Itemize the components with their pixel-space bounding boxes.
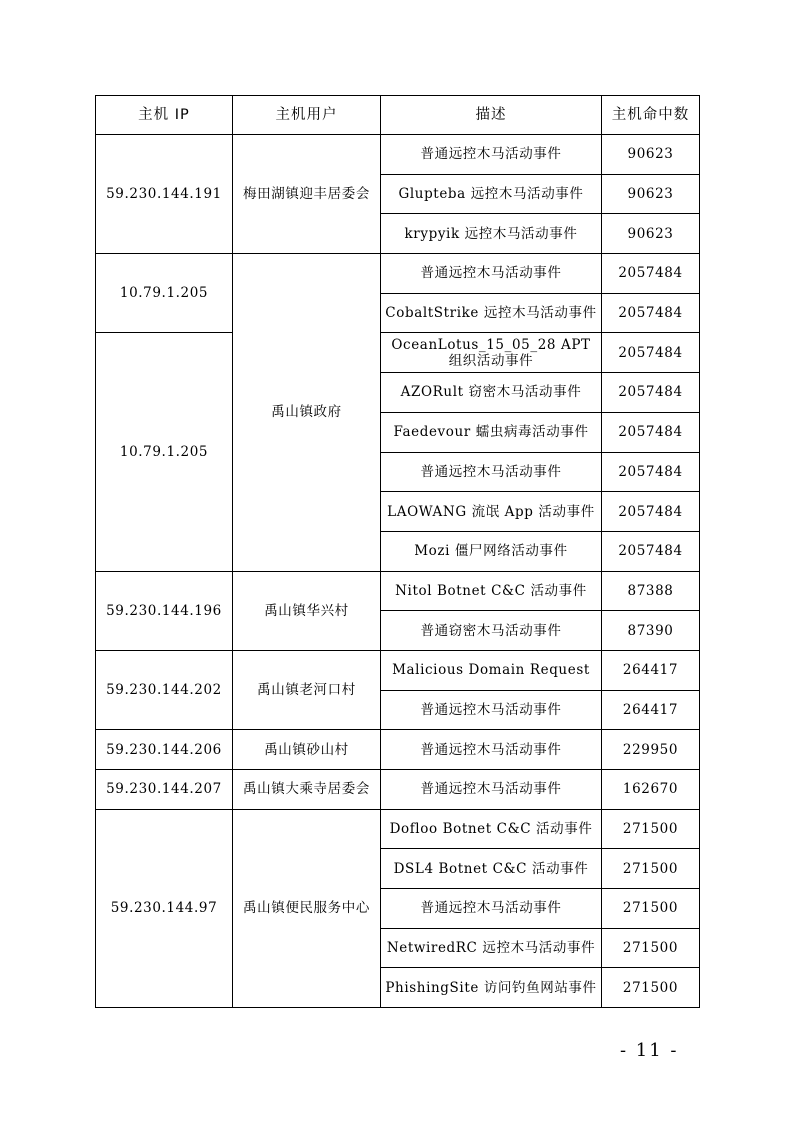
description-cell: 普通远控木马活动事件 — [381, 730, 602, 770]
description-cell: krypyik 远控木马活动事件 — [381, 214, 602, 254]
table-row — [96, 650, 700, 690]
hit-count-cell: 229950 — [602, 730, 700, 770]
description-cell: Dofloo Botnet C&C 活动事件 — [381, 809, 602, 849]
description-cell: PhishingSite 访问钓鱼网站事件 — [381, 968, 602, 1008]
description-cell: 普通远控木马活动事件 — [381, 254, 602, 294]
description-cell: 普通远控木马活动事件 — [381, 889, 602, 929]
description-cell: Malicious Domain Request — [381, 650, 602, 690]
host-threat-table — [95, 95, 700, 1008]
host-ip-cell: 10.79.1.205 — [96, 254, 233, 333]
description-cell: OceanLotus_15_05_28 APT 组织活动事件 — [381, 333, 602, 373]
host-user-cell: 禹山镇老河口村 — [233, 650, 381, 729]
header-host-user: 主机用户 — [233, 96, 381, 135]
description-cell: DSL4 Botnet C&C 活动事件 — [381, 849, 602, 889]
hit-count-cell: 2057484 — [602, 254, 700, 294]
hit-count-cell: 2057484 — [602, 412, 700, 452]
hit-count-cell: 2057484 — [602, 492, 700, 532]
table-row — [96, 333, 700, 373]
description-cell: 普通远控木马活动事件 — [381, 452, 602, 492]
host-ip-cell: 59.230.144.196 — [96, 571, 233, 650]
host-user-cell: 禹山镇大乘寺居委会 — [233, 770, 381, 810]
host-ip-cell: 59.230.144.207 — [96, 770, 233, 810]
hit-count-cell: 264417 — [602, 690, 700, 730]
table-row — [96, 809, 700, 849]
table-row — [96, 770, 700, 810]
hit-count-cell: 271500 — [602, 928, 700, 968]
description-cell: 普通远控木马活动事件 — [381, 690, 602, 730]
hit-count-cell: 2057484 — [602, 373, 700, 413]
hit-count-cell: 264417 — [602, 650, 700, 690]
header-description: 描述 — [381, 96, 602, 135]
hit-count-cell: 2057484 — [602, 452, 700, 492]
host-user-cell: 禹山镇政府 — [233, 254, 381, 572]
header-host-ip: 主机 IP — [96, 96, 233, 135]
host-ip-cell: 59.230.144.97 — [96, 809, 233, 1007]
table-row — [96, 730, 700, 770]
hit-count-cell: 90623 — [602, 214, 700, 254]
page-number: - 11 - — [620, 1040, 679, 1061]
host-user-cell: 禹山镇华兴村 — [233, 571, 381, 650]
description-cell: Mozi 僵尸网络活动事件 — [381, 531, 602, 571]
table-row — [96, 135, 700, 175]
hit-count-cell: 2057484 — [602, 333, 700, 373]
host-user-cell: 梅田湖镇迎丰居委会 — [233, 135, 381, 254]
description-cell: LAOWANG 流氓 App 活动事件 — [381, 492, 602, 532]
description-cell: Nitol Botnet C&C 活动事件 — [381, 571, 602, 611]
table-row — [96, 571, 700, 611]
host-ip-cell: 59.230.144.202 — [96, 650, 233, 729]
description-cell: Faedevour 蠕虫病毒活动事件 — [381, 412, 602, 452]
description-cell: Glupteba 远控木马活动事件 — [381, 174, 602, 214]
host-ip-cell: 10.79.1.205 — [96, 333, 233, 571]
host-ip-cell: 59.230.144.206 — [96, 730, 233, 770]
host-ip-cell: 59.230.144.191 — [96, 135, 233, 254]
hit-count-cell: 271500 — [602, 809, 700, 849]
hit-count-cell: 271500 — [602, 968, 700, 1008]
hit-count-cell: 271500 — [602, 849, 700, 889]
description-cell: AZORult 窃密木马活动事件 — [381, 373, 602, 413]
hit-count-cell: 90623 — [602, 135, 700, 175]
description-cell: NetwiredRC 远控木马活动事件 — [381, 928, 602, 968]
hit-count-cell: 87388 — [602, 571, 700, 611]
host-user-cell: 禹山镇便民服务中心 — [233, 809, 381, 1007]
hit-count-cell: 271500 — [602, 889, 700, 929]
description-cell: CobaltStrike 远控木马活动事件 — [381, 293, 602, 333]
host-user-cell: 禹山镇砂山村 — [233, 730, 381, 770]
hit-count-cell: 2057484 — [602, 531, 700, 571]
table-row — [96, 254, 700, 294]
description-cell: 普通远控木马活动事件 — [381, 135, 602, 175]
header-hit-count: 主机命中数 — [602, 96, 700, 135]
hit-count-cell: 87390 — [602, 611, 700, 651]
hit-count-cell: 90623 — [602, 174, 700, 214]
hit-count-cell: 2057484 — [602, 293, 700, 333]
description-cell: 普通远控木马活动事件 — [381, 770, 602, 810]
hit-count-cell: 162670 — [602, 770, 700, 810]
description-cell: 普通窃密木马活动事件 — [381, 611, 602, 651]
table-header-row — [96, 96, 700, 135]
